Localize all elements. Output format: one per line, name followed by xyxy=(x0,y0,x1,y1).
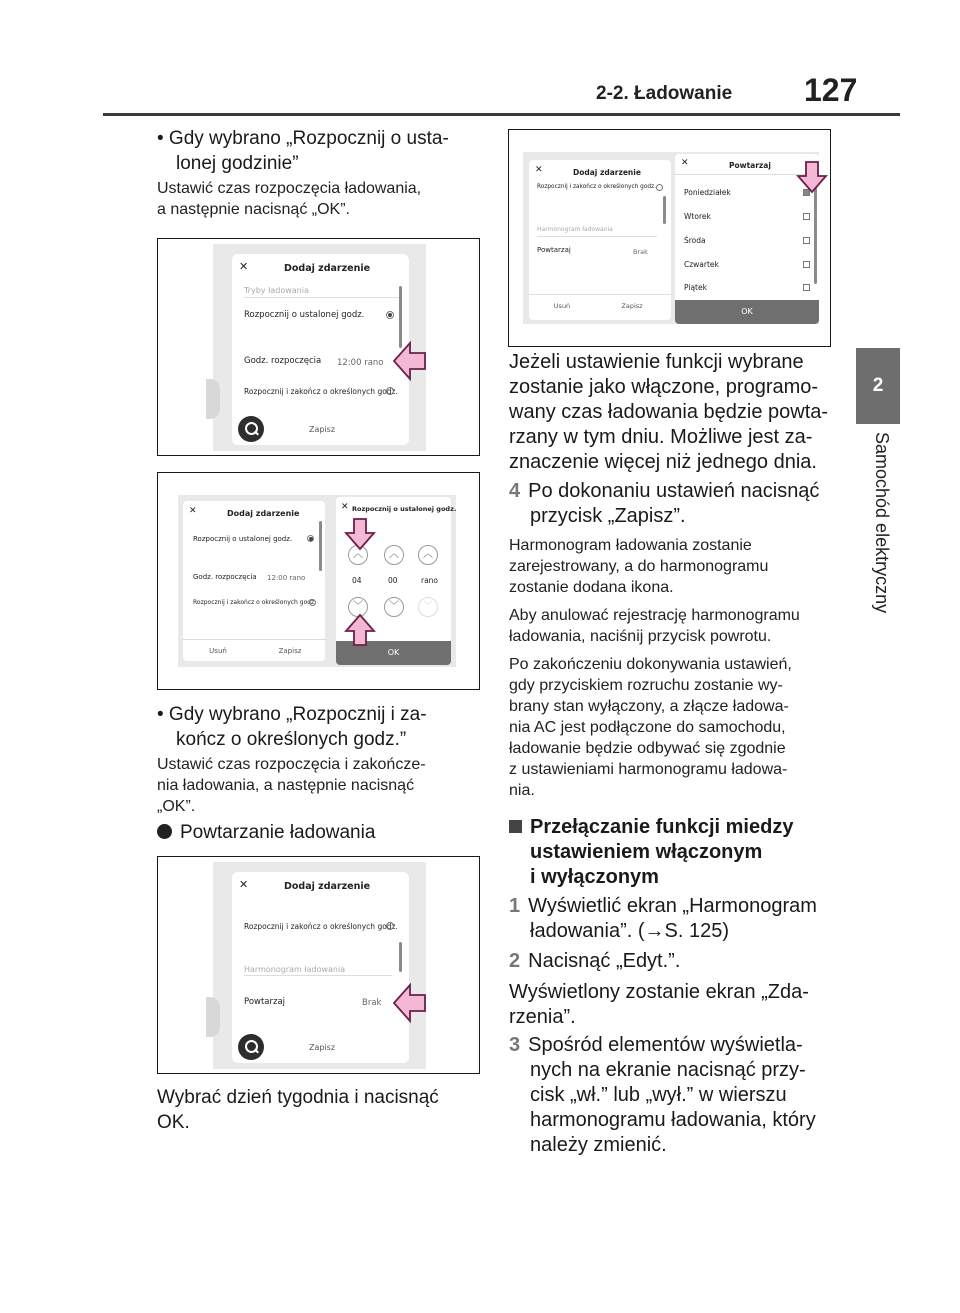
day-friday[interactable]: Piątek xyxy=(684,283,707,292)
close-icon[interactable]: ✕ xyxy=(189,506,197,516)
day-friday-checkbox[interactable] xyxy=(803,284,810,291)
note-after-settings: Po zakończeniu dokonywania ustawień, gdy przyciskiem rozruchu zostanie wy- brany stan wyłączony, a złącze ładowa- nia AC jest podłączone do samochodu, ładowanie będzie odbywać się zgodnie z ustawieniami harmonogramu ładowa- nia. xyxy=(509,656,792,799)
pointer-arrow-icon xyxy=(392,981,428,1025)
period-up-icon[interactable]: ︿ xyxy=(418,545,438,565)
repeat-value[interactable]: Brak xyxy=(633,248,648,256)
repeat-desc-line1: Wybrać dzień tygodnia i nacisnąć xyxy=(157,1087,439,1108)
panel-title: Dodaj zdarzenie xyxy=(284,881,371,892)
pointer-arrow-icon xyxy=(392,339,428,383)
figure-time-picker xyxy=(157,472,480,690)
day-monday[interactable]: Poniedziałek xyxy=(684,188,731,197)
close-icon[interactable]: ✕ xyxy=(239,878,249,891)
pointer-arrow-up-icon xyxy=(344,613,376,647)
start-time-label: Godz. rozpoczęcia xyxy=(193,573,257,581)
chapter-title: Samochód elektryczny xyxy=(872,432,892,614)
save-button[interactable]: Zapisz xyxy=(278,647,302,655)
figure-start-time xyxy=(157,238,480,456)
scrollbar[interactable] xyxy=(319,521,322,571)
save-button[interactable]: Zapisz xyxy=(308,425,336,434)
note-registered: Harmonogram ładowania zostanie zarejestrowany, a do harmonogramu zostanie dodana ikona. xyxy=(509,537,769,596)
repeat-value[interactable]: Brak xyxy=(362,998,382,1008)
radio-unselected[interactable] xyxy=(386,922,394,930)
option-start-end[interactable]: Rozpocznij i zakończ o określonych godz. xyxy=(193,599,317,606)
bullet2-title-line2: kończ o określonych godz.” xyxy=(176,729,407,750)
scrollbar[interactable] xyxy=(663,196,666,224)
note-cancel: Aby anulować rejestrację harmonogramu ładowania, naciśnij przycisk powrotu. xyxy=(509,607,800,645)
bullet2-desc-line3: „OK”. xyxy=(157,798,196,815)
close-icon[interactable]: ✕ xyxy=(341,502,349,512)
paragraph-repeat-info: Jeżeli ustawienie funkcji wybrane zostanie jako włączone, programo- wany czas ładowania będzie powta- rzany w tym dniu. Możliwe jest za- znaczenie więcej niż jednego dnia. xyxy=(509,351,829,473)
figure-repeat xyxy=(157,856,480,1074)
bullet1-desc-line2: a następnie nacisnąć „OK”. xyxy=(157,201,350,218)
scrollbar[interactable] xyxy=(814,184,817,284)
bullet2-title-line1: • Gdy wybrano „Rozpocznij i za- xyxy=(157,704,427,725)
day-tuesday[interactable]: Wtorek xyxy=(684,212,711,221)
day-tuesday-checkbox[interactable] xyxy=(803,213,810,220)
radio-unselected[interactable] xyxy=(656,184,663,191)
day-wednesday-checkbox[interactable] xyxy=(803,237,810,244)
delete-button[interactable]: Usuń xyxy=(553,302,571,310)
day-thursday[interactable]: Czwartek xyxy=(684,260,719,269)
step-4: 4 Po dokonaniu ustawień nacisnąć przycisk „Zapisz”. xyxy=(509,480,820,527)
option-start-end[interactable]: Rozpocznij i zakończ o określonych godz. xyxy=(244,387,398,396)
bullet1-title-line1: • Gdy wybrano „Rozpocznij o usta- xyxy=(157,128,449,149)
header-rule xyxy=(103,113,900,116)
radio-selected[interactable] xyxy=(307,535,314,542)
panel-title: Dodaj zdarzenie xyxy=(573,168,641,177)
page-number: 127 xyxy=(804,72,858,108)
day-thursday-checkbox[interactable] xyxy=(803,261,810,268)
step-3: 3 Spośród elementów wyświetla- nych na ekranie nacisnąć przy- cisk „wł.” lub „wył.” w wierszu harmonogramu ładowania, który należy zmienić. xyxy=(509,1034,816,1156)
section-label: Harmonogram ładowania xyxy=(244,965,346,974)
option-start-end[interactable]: Rozpocznij i zakończ o określonych godz. xyxy=(244,922,398,931)
weekday-panel-title: Powtarzaj xyxy=(729,161,771,170)
minute-value: 00 xyxy=(388,576,398,585)
after-step-2: Wyświetlony zostanie ekran „Zda- rzenia”. xyxy=(509,981,809,1028)
picker-title: Rozpocznij o ustalonej godz. xyxy=(352,505,457,513)
step-2: 2 Nacisnąć „Edyt.”. xyxy=(509,950,681,972)
add-event-panel xyxy=(232,872,409,1063)
ok-button[interactable]: OK xyxy=(675,300,819,324)
period-value: rano xyxy=(421,576,439,585)
add-event-panel xyxy=(232,254,409,445)
scrollbar[interactable] xyxy=(399,942,402,972)
search-icon[interactable] xyxy=(238,416,264,442)
radio-unselected[interactable] xyxy=(309,599,316,606)
save-button[interactable]: Zapisz xyxy=(308,1043,336,1052)
repeat-desc-line2: OK. xyxy=(157,1112,190,1133)
save-button[interactable]: Zapisz xyxy=(621,302,643,310)
section-title: 2-2. Ładowanie xyxy=(596,83,733,104)
heading-square-icon xyxy=(509,820,522,833)
hour-value: 04 xyxy=(352,576,362,585)
bullet-dot-icon xyxy=(157,824,172,839)
add-event-panel xyxy=(183,501,325,661)
pointer-arrow-down-icon xyxy=(344,517,376,551)
option-fixed-time[interactable]: Rozpocznij o ustalonej godz. xyxy=(193,535,293,543)
option-start-end[interactable]: Rozpocznij i zakończ o określonych godz. xyxy=(537,184,656,190)
close-icon[interactable]: ✕ xyxy=(535,165,543,175)
day-wednesday[interactable]: Środa xyxy=(684,236,706,245)
repeat-label: Powtarzaj xyxy=(244,997,286,1007)
repeat-label: Powtarzaj xyxy=(537,246,571,254)
bullet1-title-line2: lonej godzinie” xyxy=(176,153,299,174)
step-1: 1 Wyświetlić ekran „Harmonogram ładowania”. (→S. 125) xyxy=(509,895,817,942)
chapter-tab: 2 xyxy=(856,348,900,424)
bullet2-desc-line1: Ustawić czas rozpoczęcia i zakończe- xyxy=(157,756,426,773)
start-time-label: Godz. rozpoczęcia xyxy=(244,356,322,366)
section-label: Harmonogram ładowania xyxy=(537,226,613,233)
period-down-icon[interactable]: ﹀ xyxy=(418,597,438,617)
minute-down-icon[interactable]: ﹀ xyxy=(384,597,404,617)
repeat-heading: Powtarzanie ładowania xyxy=(157,820,375,846)
search-icon[interactable] xyxy=(238,1034,264,1060)
close-icon[interactable]: ✕ xyxy=(239,260,249,273)
start-time-value[interactable]: 12:00 rano xyxy=(337,358,384,368)
pointer-arrow-down-icon xyxy=(796,160,828,194)
minute-up-icon[interactable]: ︿ xyxy=(384,545,404,565)
panel-title: Dodaj zdarzenie xyxy=(227,509,300,518)
panel-title: Dodaj zdarzenie xyxy=(284,263,371,274)
hour-up-icon[interactable]: ︿ xyxy=(348,545,368,565)
add-event-panel xyxy=(529,160,671,320)
radio-selected[interactable] xyxy=(386,311,394,319)
start-time-value[interactable]: 12:00 rano xyxy=(267,574,306,582)
delete-button[interactable]: Usuń xyxy=(209,647,227,655)
section-label: Tryby ładowania xyxy=(244,286,309,295)
figure-weekdays xyxy=(508,129,831,347)
bullet2-desc-line2: nia ładowania, a następnie nacisnąć xyxy=(157,777,415,794)
close-icon[interactable]: ✕ xyxy=(681,158,689,168)
bullet1-desc-line1: Ustawić czas rozpoczęcia ładowania, xyxy=(157,180,422,197)
hour-down-icon[interactable]: ﹀ xyxy=(348,597,368,617)
radio-unselected[interactable] xyxy=(386,387,394,395)
ok-button[interactable]: OK xyxy=(336,641,451,665)
section-heading: Przełączanie funkcji miedzy ustawieniem włączonym i wyłączonym xyxy=(509,815,793,890)
option-fixed-time[interactable]: Rozpocznij o ustalonej godz. xyxy=(244,310,365,320)
